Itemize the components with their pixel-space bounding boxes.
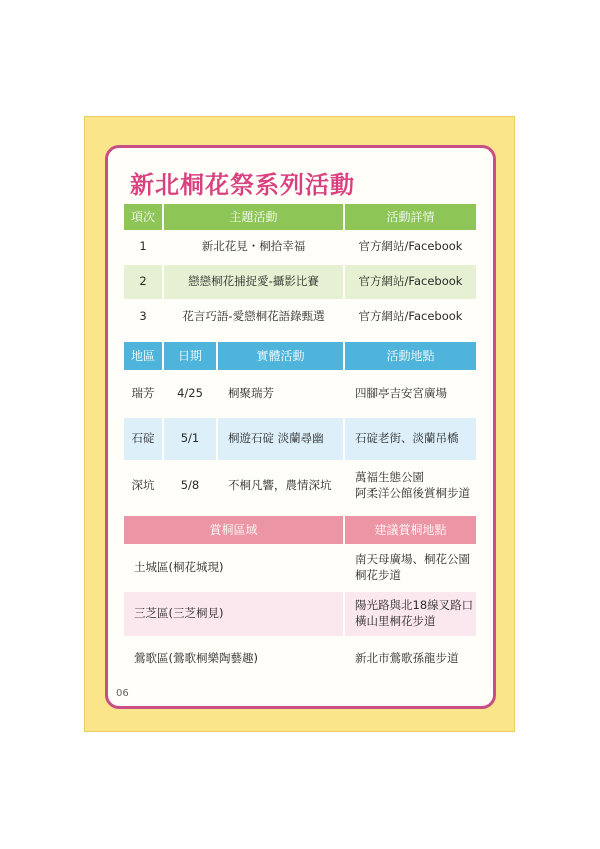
- table-row-1-theme: 新北花見・桐拾幸福: [201, 239, 306, 254]
- spot-line-2: 橫山里桐花步道: [355, 614, 436, 628]
- table-row-event: 桐聚瑞芳: [228, 386, 274, 401]
- header-theme-activity: 主題活動: [164, 204, 343, 230]
- page-number: 06: [116, 688, 129, 699]
- table-row-event: 不桐凡響，農情深坑: [228, 478, 332, 493]
- spot-line-1: 南天母廣場、桐花公園: [355, 552, 470, 567]
- header-location: 活動地點: [345, 342, 476, 370]
- table-row-1-details: 官方網站/Facebook: [358, 239, 463, 254]
- table-row-location: 石碇老街、淡蘭吊橋: [345, 418, 476, 460]
- table-row-2-details: 官方網站/Facebook: [345, 265, 476, 299]
- table-row-2-theme: 戀戀桐花捕捉愛-攝影比賽: [164, 265, 343, 299]
- table-row-area: 深坑: [131, 478, 155, 493]
- table-row-date: 5/1: [164, 418, 216, 460]
- header-index: 項次: [124, 204, 162, 230]
- table-row-region: 土城區(桐花城現): [134, 560, 224, 575]
- table-row-date: 4/25: [177, 386, 203, 401]
- header-suggested-spots: 建議賞桐地點: [345, 516, 476, 544]
- spot-line-2: 桐花步道: [355, 568, 401, 582]
- table-row-region: 三芝區(三芝桐見): [124, 592, 343, 636]
- table-row-location: [345, 464, 476, 508]
- location-line-1: 萬福生態公園: [355, 470, 424, 485]
- table-row-1-index: 1: [139, 239, 147, 254]
- table-row-spots: [345, 592, 476, 636]
- table-row-location: 四腳亭吉安宮廣場: [355, 386, 447, 401]
- header-date: 日期: [164, 342, 216, 370]
- header-area: 地區: [124, 342, 162, 370]
- header-event: 實體活動: [218, 342, 343, 370]
- table-row-region: 鶯歌區(鶯歌桐樂陶藝趣): [134, 651, 258, 666]
- location-line-2: 阿柔洋公館後賞桐步道: [355, 486, 470, 500]
- table-row-area: 石碇: [124, 418, 162, 460]
- table-row-3-index: 3: [139, 309, 147, 324]
- header-viewing-region: 賞桐區域: [124, 516, 343, 544]
- table-row-3-theme: 花言巧語-愛戀桐花語錄甄選: [182, 309, 325, 324]
- table-row-3-details: 官方網站/Facebook: [358, 309, 463, 324]
- spot-line-1: 陽光路與北18線叉路口: [355, 598, 474, 613]
- page-title: 新北桐花祭系列活動: [130, 171, 355, 199]
- header-activity-details: 活動詳情: [345, 204, 476, 230]
- table-row-2-index: 2: [124, 265, 162, 299]
- table-row-spots: [345, 548, 476, 588]
- table-row-event: 桐遊石碇 淡蘭尋幽: [218, 418, 343, 460]
- table-row-spots: 新北市鶯歌孫龍步道: [355, 651, 459, 666]
- table-row-date: 5/8: [180, 478, 200, 493]
- table-row-area: 瑞芳: [131, 386, 155, 401]
